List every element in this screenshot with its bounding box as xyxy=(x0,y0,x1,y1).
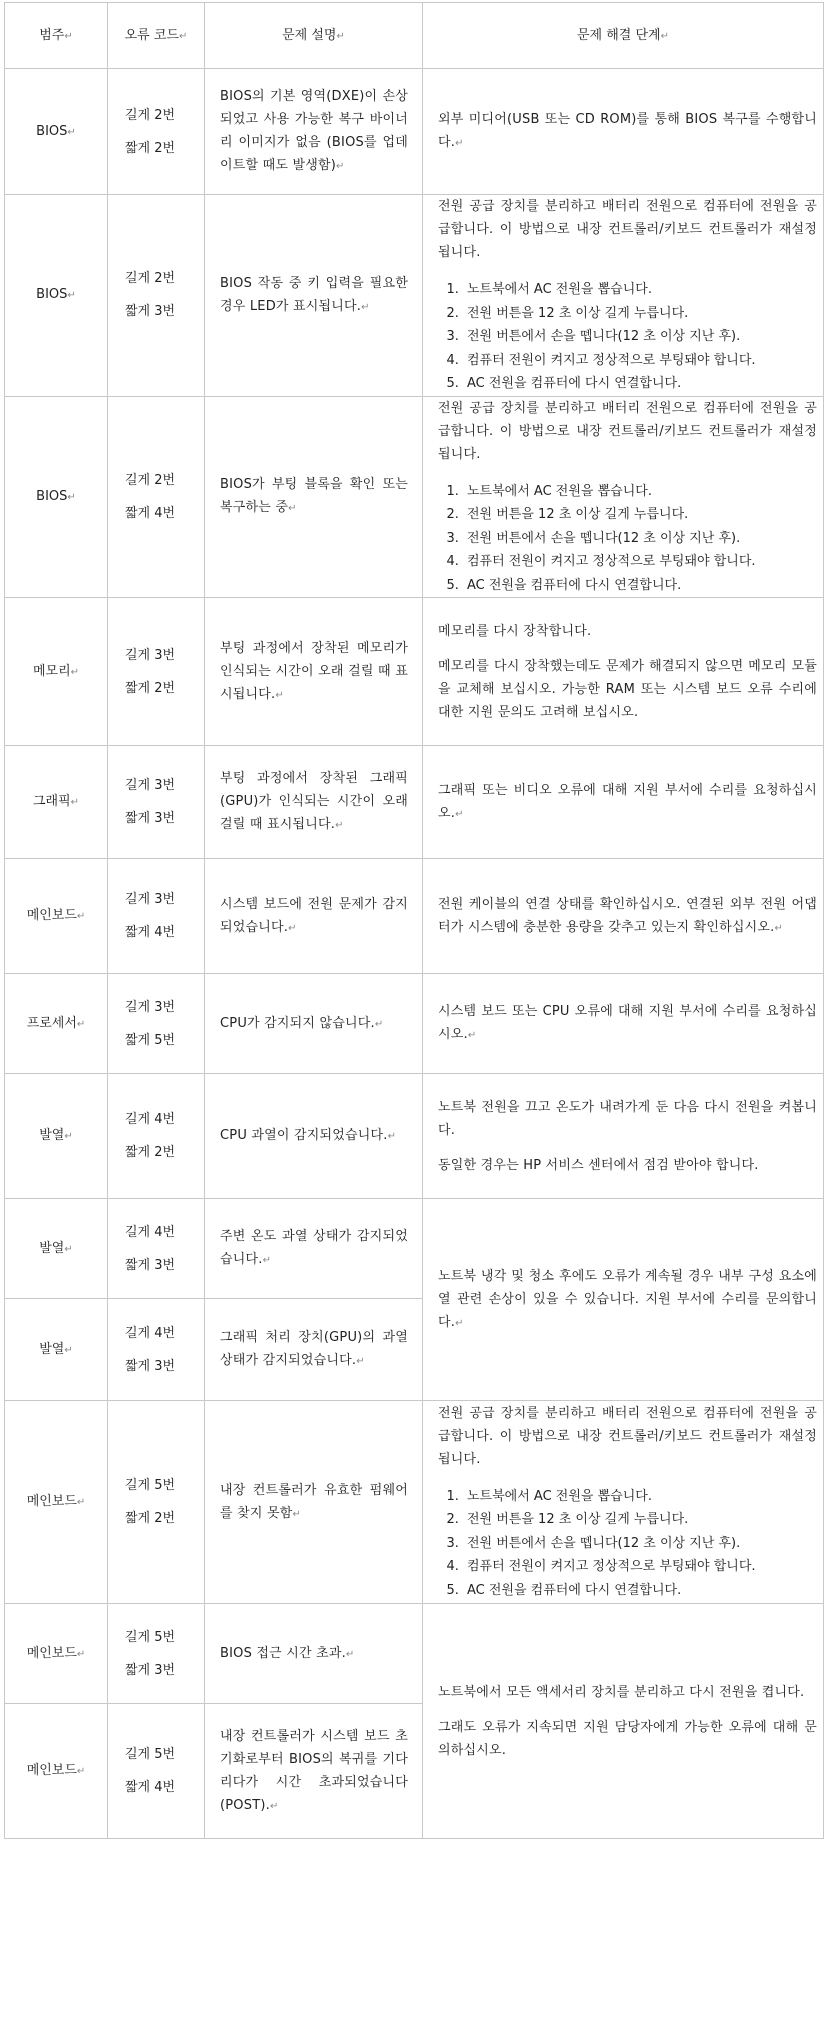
error-code-cell: 길게 2번 짧게 2번 xyxy=(108,69,205,195)
description-cell: 부팅 과정에서 장착된 그래픽(GPU)가 인식되는 시간이 오래 걸릴 때 표시됩니다.↵ xyxy=(205,746,423,859)
reset-intro: 전원 공급 장치를 분리하고 배터리 전원으로 컴퓨터에 전원을 공급합니다. 이 방법으로 내장 컨트롤러/키보드 컨트롤러가 재설정됩니다. xyxy=(438,400,817,462)
table-row xyxy=(5,859,824,974)
category-cell: 발열↵ xyxy=(5,1299,108,1401)
list-item: 2. 전원 버튼을 12 초 이상 길게 누릅니다. xyxy=(463,302,817,326)
header-solution: 문제 해결 단계↵ xyxy=(423,3,824,69)
category-cell: BIOS↵ xyxy=(5,69,108,195)
category-cell: 발열↵ xyxy=(5,1074,108,1199)
error-code-cell: 길게 3번 짧게 3번 xyxy=(108,746,205,859)
table-row xyxy=(5,598,824,746)
reset-intro: 전원 공급 장치를 분리하고 배터리 전원으로 컴퓨터에 전원을 공급합니다. 이 방법으로 내장 컨트롤러/키보드 컨트롤러가 재설정됩니다. xyxy=(438,1405,817,1467)
description-cell: CPU 과열이 감지되었습니다.↵ xyxy=(205,1074,423,1199)
solution-cell: 노트북 전원을 끄고 온도가 내려가게 둔 다음 다시 전원을 켜봅니다. 동일한 경우는 HP 서비스 센터에서 점검 받아야 합니다. xyxy=(423,1074,824,1199)
reset-steps xyxy=(438,278,817,396)
table-row xyxy=(5,1199,824,1299)
table-row xyxy=(5,1604,824,1704)
error-code-cell: 길게 4번 짧게 3번 xyxy=(108,1199,205,1299)
category-cell: 메인보드↵ xyxy=(5,1604,108,1704)
category-cell: 메모리↵ xyxy=(5,598,108,746)
list-item: 5. AC 전원을 컴퓨터에 다시 연결합니다. xyxy=(463,372,817,396)
list-item: 1. 노트북에서 AC 전원을 뽑습니다. xyxy=(463,278,817,302)
category-cell: 메인보드↵ xyxy=(5,859,108,974)
solution-cell: 노트북에서 모든 액세서리 장치를 분리하고 다시 전원을 켭니다. 그래도 오류가 지속되면 지원 담당자에게 가능한 오류에 대해 문의하십시오. xyxy=(423,1604,824,1839)
error-code-cell: 길게 4번 짧게 2번 xyxy=(108,1074,205,1199)
list-item: 3. 전원 버튼에서 손을 뗍니다(12 초 이상 지난 후). xyxy=(463,527,817,551)
table-row xyxy=(5,195,824,397)
solution-cell: 메모리를 다시 장착합니다. 메모리를 다시 장착했는데도 문제가 해결되지 않으면 메모리 모듈을 교체해 보십시오. 가능한 RAM 또는 시스템 보드 오류 수리에 대한 지원 문의도 고려해 보십시오. xyxy=(423,598,824,746)
list-item: 1. 노트북에서 AC 전원을 뽑습니다. xyxy=(463,480,817,504)
solution-cell: 그래픽 또는 비디오 오류에 대해 지원 부서에 수리를 요청하십시오.↵ xyxy=(423,746,824,859)
reset-steps xyxy=(438,1485,817,1603)
header-description: 문제 설명↵ xyxy=(205,3,423,69)
header-error-code: 오류 코드↵ xyxy=(108,3,205,69)
solution-cell xyxy=(423,195,824,397)
error-code-cell: 길게 3번 짧게 4번 xyxy=(108,859,205,974)
error-code-cell: 길게 3번 짧게 5번 xyxy=(108,974,205,1074)
list-item: 4. 컴퓨터 전원이 켜지고 정상적으로 부팅돼야 합니다. xyxy=(463,550,817,574)
list-item: 4. 컴퓨터 전원이 켜지고 정상적으로 부팅돼야 합니다. xyxy=(463,349,817,373)
solution-cell: 전원 케이블의 연결 상태를 확인하십시오. 연결된 외부 전원 어댑터가 시스템에 충분한 용량을 갖추고 있는지 확인하십시오.↵ xyxy=(423,859,824,974)
solution-cell xyxy=(423,1401,824,1604)
error-code-cell: 길게 5번 짧게 3번 xyxy=(108,1604,205,1704)
category-cell: 그래픽↵ xyxy=(5,746,108,859)
header-row xyxy=(5,3,824,69)
category-cell: 발열↵ xyxy=(5,1199,108,1299)
description-cell: CPU가 감지되지 않습니다.↵ xyxy=(205,974,423,1074)
table-row xyxy=(5,1074,824,1199)
description-cell: 주변 온도 과열 상태가 감지되었습니다.↵ xyxy=(205,1199,423,1299)
error-code-cell: 길게 5번 짧게 2번 xyxy=(108,1401,205,1604)
list-item: 2. 전원 버튼을 12 초 이상 길게 누릅니다. xyxy=(463,503,817,527)
error-code-table xyxy=(4,2,824,1839)
list-item: 1. 노트북에서 AC 전원을 뽑습니다. xyxy=(463,1485,817,1509)
list-item: 3. 전원 버튼에서 손을 뗍니다(12 초 이상 지난 후). xyxy=(463,325,817,349)
error-code-cell: 길게 2번 짧게 4번 xyxy=(108,396,205,598)
description-cell: 내장 컨트롤러가 시스템 보드 초기화로부터 BIOS의 복귀를 기다리다가 시간 초과되었습니다(POST).↵ xyxy=(205,1704,423,1839)
table-row xyxy=(5,1401,824,1604)
category-cell: 메인보드↵ xyxy=(5,1401,108,1604)
list-item: 2. 전원 버튼을 12 초 이상 길게 누릅니다. xyxy=(463,1508,817,1532)
error-code-cell: 길게 4번 짧게 3번 xyxy=(108,1299,205,1401)
solution-cell: 외부 미디어(USB 또는 CD ROM)를 통해 BIOS 복구를 수행합니다.↵ xyxy=(423,69,824,195)
category-cell: 프로세서↵ xyxy=(5,974,108,1074)
description-cell: BIOS 작동 중 키 입력을 필요한 경우 LED가 표시됩니다.↵ xyxy=(205,195,423,397)
list-item: 4. 컴퓨터 전원이 켜지고 정상적으로 부팅돼야 합니다. xyxy=(463,1555,817,1579)
description-cell: 시스템 보드에 전원 문제가 감지되었습니다.↵ xyxy=(205,859,423,974)
description-cell: 내장 컨트롤러가 유효한 펌웨어를 찾지 못함↵ xyxy=(205,1401,423,1604)
description-cell: 그래픽 처리 장치(GPU)의 과열 상태가 감지되었습니다.↵ xyxy=(205,1299,423,1401)
solution-cell xyxy=(423,396,824,598)
table-row xyxy=(5,396,824,598)
category-cell: BIOS↵ xyxy=(5,195,108,397)
table-row xyxy=(5,974,824,1074)
header-category: 범주↵ xyxy=(5,3,108,69)
category-cell: BIOS↵ xyxy=(5,396,108,598)
reset-intro: 전원 공급 장치를 분리하고 배터리 전원으로 컴퓨터에 전원을 공급합니다. 이 방법으로 내장 컨트롤러/키보드 컨트롤러가 재설정됩니다. xyxy=(438,199,817,260)
table-row xyxy=(5,69,824,195)
category-cell: 메인보드↵ xyxy=(5,1704,108,1839)
list-item: 5. AC 전원을 컴퓨터에 다시 연결합니다. xyxy=(463,574,817,598)
description-cell: 부팅 과정에서 장착된 메모리가 인식되는 시간이 오래 걸릴 때 표시됩니다.↵ xyxy=(205,598,423,746)
error-code-cell: 길게 3번 짧게 2번 xyxy=(108,598,205,746)
description-cell: BIOS가 부팅 블록을 확인 또는 복구하는 중↵ xyxy=(205,396,423,598)
description-cell: BIOS의 기본 영역(DXE)이 손상되었고 사용 가능한 복구 바이너리 이미지가 없음 (BIOS를 업데이트할 때도 발생함)↵ xyxy=(205,69,423,195)
reset-steps xyxy=(438,480,817,598)
description-cell: BIOS 접근 시간 초과.↵ xyxy=(205,1604,423,1704)
solution-cell: 시스템 보드 또는 CPU 오류에 대해 지원 부서에 수리를 요청하십시오.↵ xyxy=(423,974,824,1074)
list-item: 5. AC 전원을 컴퓨터에 다시 연결합니다. xyxy=(463,1579,817,1603)
table-row xyxy=(5,746,824,859)
solution-cell: 노트북 냉각 및 청소 후에도 오류가 계속될 경우 내부 구성 요소에 열 관련 손상이 있을 수 있습니다. 지원 부서에 수리를 문의합니다.↵ xyxy=(423,1199,824,1401)
error-code-cell: 길게 5번 짧게 4번 xyxy=(108,1704,205,1839)
list-item: 3. 전원 버튼에서 손을 뗍니다(12 초 이상 지난 후). xyxy=(463,1532,817,1556)
error-code-cell: 길게 2번 짧게 3번 xyxy=(108,195,205,397)
